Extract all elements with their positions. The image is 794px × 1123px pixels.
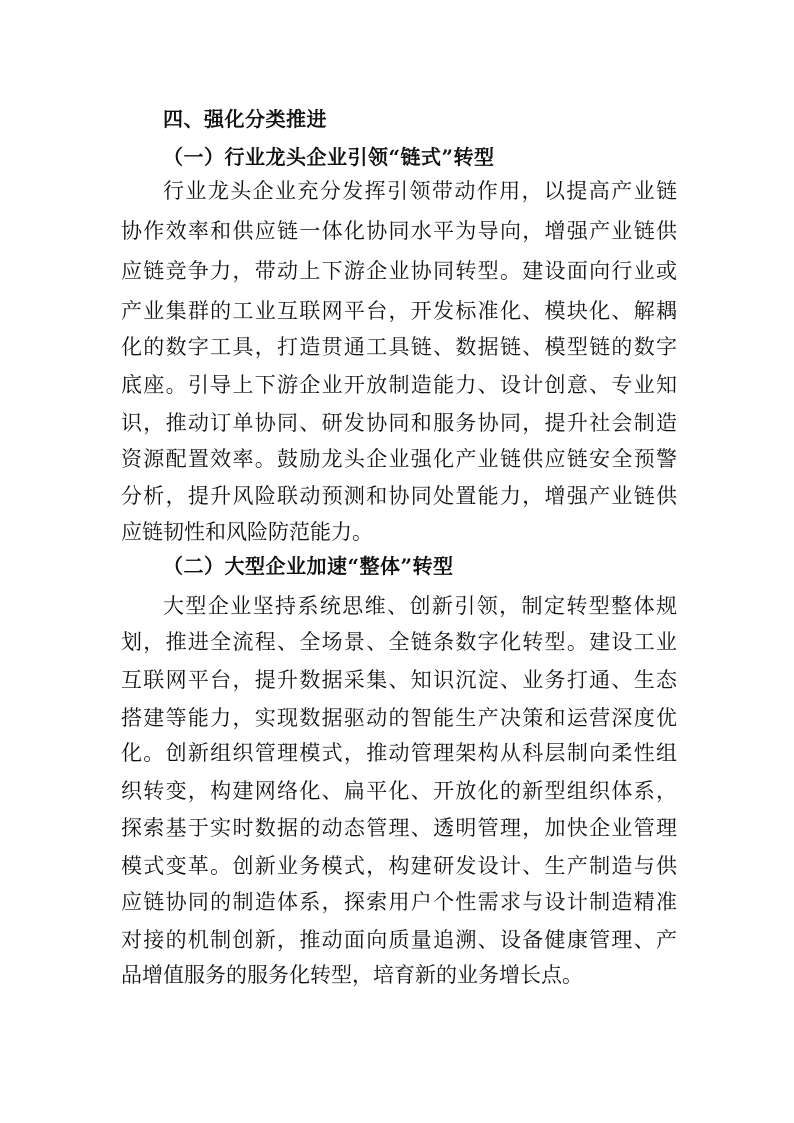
paragraph-line: 划，推进全流程、全场景、全链条数字化转型。建设工业 [121, 630, 677, 654]
paragraph-line: 应链协同的制造体系，探索用户个性需求与设计制造精准 [121, 890, 677, 914]
paragraph-line: 织转变，构建网络化、扁平化、开放化的新型组织体系， [121, 779, 677, 803]
paragraph-line: 底座。引导上下游企业开放制造能力、设计创意、专业知 [121, 373, 677, 397]
paragraph-line: 搭建等能力，实现数据驱动的智能生产决策和运营深度优 [121, 706, 677, 730]
paragraph-line: 化。创新组织管理模式，推动管理架构从科层制向柔性组 [121, 741, 677, 765]
section-title: 四、强化分类推进 [163, 107, 327, 131]
paragraph-line: 大型企业坚持系统思维、创新引领，制定转型整体规 [163, 594, 677, 618]
subsection-heading-1: （一）行业龙头企业引领“链式”转型 [163, 145, 495, 169]
paragraph-line: 协作效率和供应链一体化协同水平为导向，增强产业链供 [121, 219, 677, 243]
subsection-heading-2: （二）大型企业加速“整体”转型 [163, 554, 454, 578]
paragraph-line: 分析，提升风险联动预测和协同处置能力，增强产业链供 [121, 484, 677, 508]
paragraph-line: 识，推动订单协同、研发协同和服务协同，提升社会制造 [121, 411, 677, 435]
paragraph-line: 产业集群的工业互联网平台，开发标准化、模块化、解耦 [121, 299, 677, 323]
paragraph-line: 应链韧性和风险防范能力。 [121, 520, 373, 544]
paragraph-line: 互联网平台，提升数据采集、知识沉淀、业务打通、生态 [121, 668, 677, 692]
paragraph-line: 资源配置效率。鼓励龙头企业强化产业链供应链安全预警 [121, 447, 677, 471]
paragraph-line: 化的数字工具，打造贯通工具链、数据链、模型链的数字 [121, 335, 677, 359]
paragraph-line: 应链竞争力，带动上下游企业协同转型。建设面向行业或 [121, 259, 677, 283]
paragraph-line: 对接的机制创新，推动面向质量追溯、设备健康管理、产 [121, 928, 677, 952]
paragraph-line: 行业龙头企业充分发挥引领带动作用，以提高产业链 [163, 179, 677, 203]
paragraph-line: 模式变革。创新业务模式，构建研发设计、生产制造与供 [121, 854, 677, 878]
paragraph-line: 探索基于实时数据的动态管理、透明管理，加快企业管理 [121, 816, 677, 840]
paragraph-line: 品增值服务的服务化转型，培育新的业务增长点。 [121, 963, 583, 987]
